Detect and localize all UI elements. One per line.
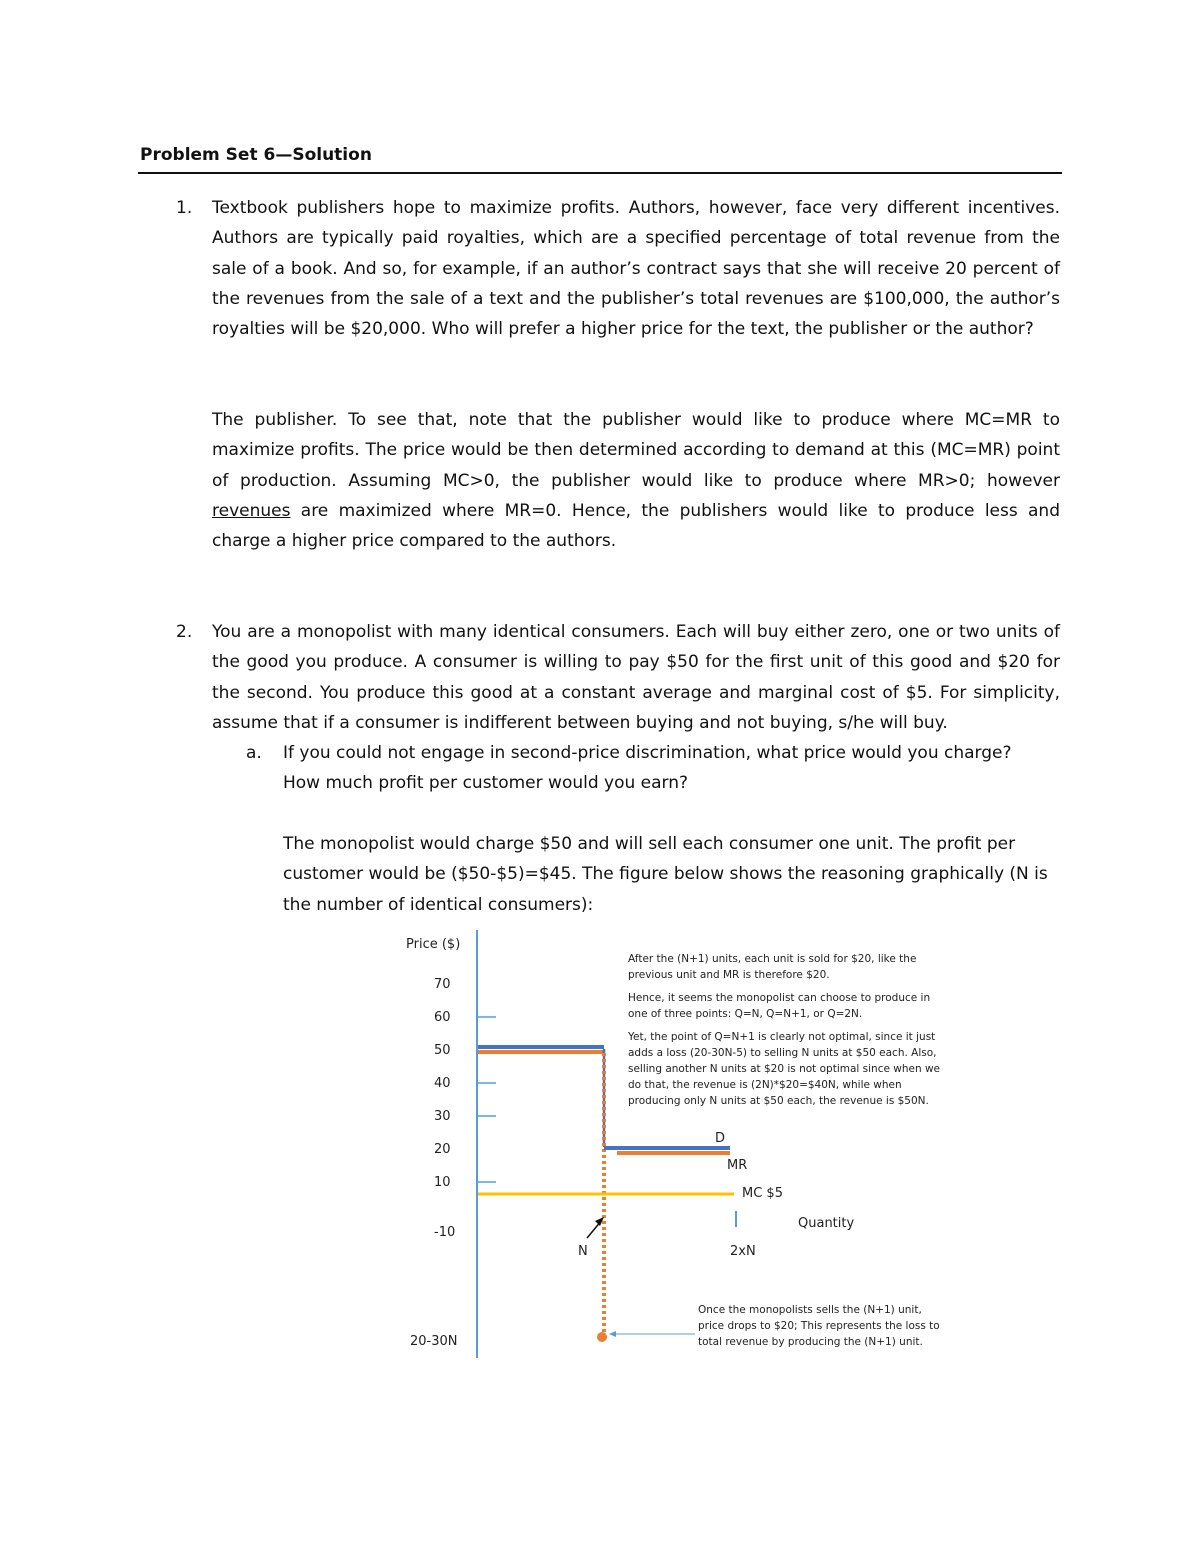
y-tick-label: 20-30N xyxy=(410,1334,458,1349)
y-tick-label: 30 xyxy=(434,1109,451,1124)
y-tick-label: 10 xyxy=(434,1175,451,1190)
y-tick-label: 60 xyxy=(434,1010,451,1025)
q2-number: 2. xyxy=(176,622,193,642)
annotation-line: Once the monopolists sells the (N+1) unit, xyxy=(698,1304,922,1316)
y-tick-label: 40 xyxy=(434,1076,451,1091)
loss-arrow-head-icon xyxy=(609,1331,616,1337)
y-axis-label: Price ($) xyxy=(406,937,461,952)
x-axis-label: Quantity xyxy=(798,1216,855,1231)
annotation-line: adds a loss (20-30N-5) to selling N units at $50 each. Also, xyxy=(628,1047,937,1059)
monopoly-figure xyxy=(380,925,980,1365)
y-tick-label: 50 xyxy=(434,1043,451,1058)
n-label: N xyxy=(578,1244,588,1259)
loss-point xyxy=(597,1332,607,1342)
annotation-line: producing only N units at $50 each, the revenue is $50N. xyxy=(628,1095,929,1107)
annotation-line: selling another N units at $20 is not optimal since when we xyxy=(628,1063,941,1075)
page-title: Problem Set 6—Solution xyxy=(140,145,372,165)
q1-question: Textbook publishers hope to maximize profits. Authors, however, face very different incentives. Authors are typically paid royalties, which are a specified percentage of total revenue from the sale of a book. And so, for example, if an author’s contract says that she will receive 20 percent of the revenues from the sale of a text and the publisher’s total revenues are $100,000, the author’s royalties will be $20,000. Who will prefer a higher price for the text, the publisher or the author? xyxy=(212,198,1060,340)
q1-answer-underlined: revenues xyxy=(212,500,291,521)
q1-number: 1. xyxy=(176,198,193,218)
annotation-line: Yet, the point of Q=N+1 is clearly not optimal, since it just xyxy=(628,1031,936,1043)
title-divider xyxy=(138,172,1062,174)
q2a-question: If you could not engage in second-price discrimination, what price would you charge? How much profit per customer would you earn? xyxy=(283,743,1012,794)
annotation-bottom xyxy=(698,1304,940,1348)
mc-label: MC $5 xyxy=(742,1186,783,1201)
annotation-line: After the (N+1) units, each unit is sold for $20, like the xyxy=(628,953,917,965)
annotation-line: one of three points: Q=N, Q=N+1, or Q=2N. xyxy=(628,1008,863,1020)
annotation-top xyxy=(627,953,940,1107)
demand-label: D xyxy=(715,1131,726,1146)
annotation-line: previous unit and MR is therefore $20. xyxy=(628,969,830,981)
q1-answer xyxy=(212,405,1060,556)
annotation-line: total revenue by producing the (N+1) unit. xyxy=(698,1336,923,1348)
mr-label: MR xyxy=(727,1158,748,1173)
q1-answer-text-1: The publisher. To see that, note that the publisher would like to produce where MC=MR to maximize profits. The price would be then determined according to demand at this (MC=MR) point of production. Assuming MC>0, the publisher would like to produce where MR>0; however xyxy=(212,410,1060,491)
q1-answer-text-2: are maximized where MR=0. Hence, the publishers would like to produce less and charge a higher price compared to the authors. xyxy=(212,500,1060,552)
y-tick-label: 70 xyxy=(434,977,451,992)
q2a-label: a. xyxy=(246,743,262,763)
y-tick-label: 20 xyxy=(434,1142,451,1157)
annotation-line: do that, the revenue is (2N)*$20=$40N, while when xyxy=(628,1079,902,1091)
y-axis-ticks xyxy=(410,977,496,1349)
annotation-line: Hence, it seems the monopolist can choose to produce in xyxy=(628,992,931,1004)
annotation-line: price drops to $20; This represents the loss to xyxy=(698,1320,940,1332)
y-tick-label: -10 xyxy=(434,1225,456,1240)
two-n-label: 2xN xyxy=(730,1244,756,1259)
q2-question: You are a monopolist with many identical consumers. Each will buy either zero, one or two units of the good you produce. A consumer is willing to pay $50 for the first unit of this good and $20 for the second. You produce this good at a constant average and marginal cost of $5. For simplicity, assume that if a consumer is indifferent between buying and not buying, s/he will buy. xyxy=(212,622,1060,733)
q2a-answer: The monopolist would charge $50 and will sell each consumer one unit. The profit per customer would be ($50-$5)=$45. The figure below shows the reasoning graphically (N is the number of identical consumers): xyxy=(283,834,1048,915)
